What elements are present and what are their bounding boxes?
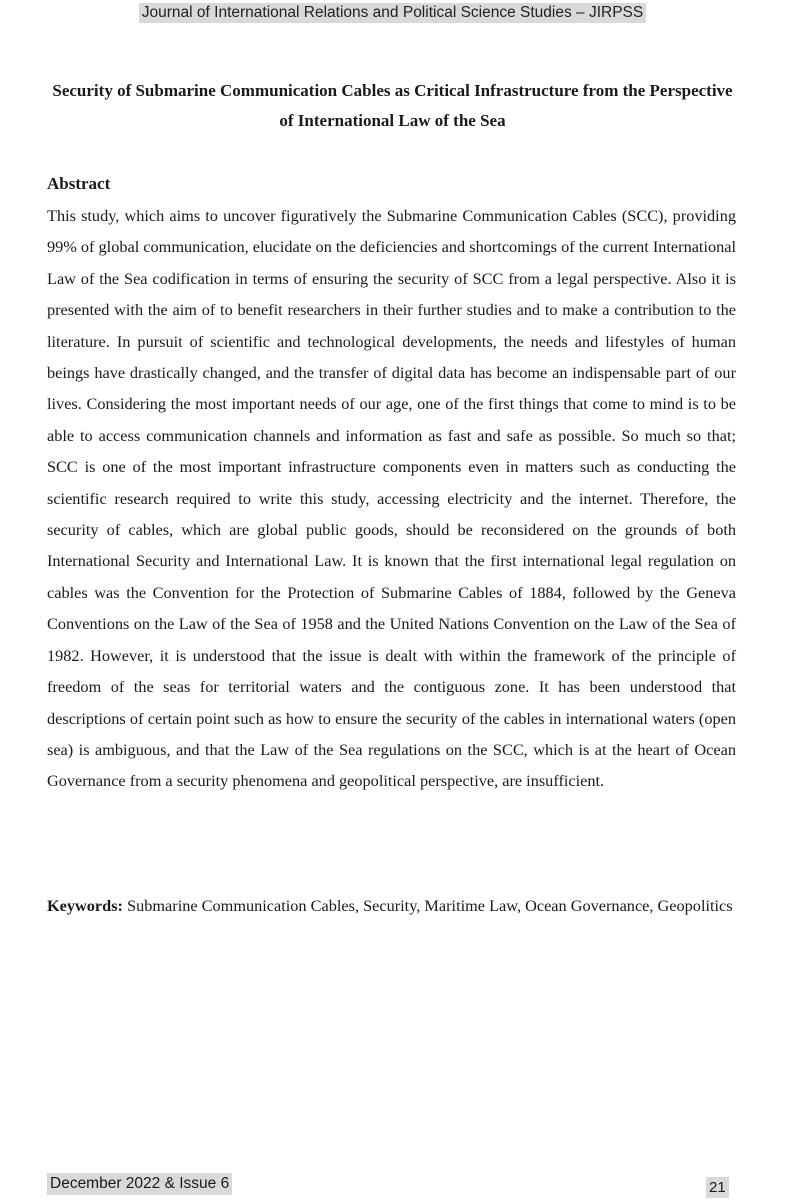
- issue-info: December 2022 & Issue 6: [47, 1173, 232, 1195]
- abstract-heading: Abstract: [47, 174, 111, 193]
- abstract-body: This study, which aims to uncover figuratively the Submarine Communication Cables (SCC), providing 99% of global communication, elucidate on the deficiencies and shortcomings of the current International Law of the Sea codification in terms of ensuring the security of SCC from a legal perspective. Also it is presented with the aim of to benefit researchers in their further studies and to make a contribution to the literature. In pursuit of scientific and technological developments, the needs and lifestyles of human beings have drastically changed, and the transfer of digital data has become an indispensable part of our lives. Considering the most important needs of our age, one of the first things that come to mind is to be able to access communication channels and information as fast and safe as possible. So much so that; SCC is one of the most important infrastructure components even in matters such as conducting the scientific research required to write this study, accessing electricity and the internet. Therefore, the security of cables, which are global public goods, should be reconsidered on the grounds of both International Security and International Law. It is known that the first international legal regulation on cables was the Convention for the Protection of Submarine Cables of 1884, followed by the Geneva Conventions on the Law of the Sea of 1958 and the United Nations Convention on the Law of the Sea of 1982. However, it is understood that the issue is dealt with within the framework of the principle of freedom of the seas for territorial waters and the contiguous zone. It has been understood that descriptions of certain point such as how to ensure the security of the cables in international waters (open sea) is ambiguous, and that the Law of the Sea regulations on the SCC, which is at the heart of Ocean Governance from a security phenomena and geopolitical perspective, are insufficient.: [47, 206, 737, 791]
- page-number: 21: [706, 1177, 729, 1198]
- keywords-text: Submarine Communication Cables, Security, Maritime Law, Ocean Governance, Geopolitics: [127, 896, 733, 915]
- running-header: [0, 0, 785, 26]
- keywords-label: Keywords:: [47, 896, 123, 915]
- article-title: Security of Submarine Communication Cables as Critical Infrastructure from the Perspective of International Law of the Sea: [52, 81, 733, 130]
- keywords: [47, 890, 736, 921]
- journal-name: Journal of International Relations and Political Science Studies – JIRPSS: [139, 3, 646, 23]
